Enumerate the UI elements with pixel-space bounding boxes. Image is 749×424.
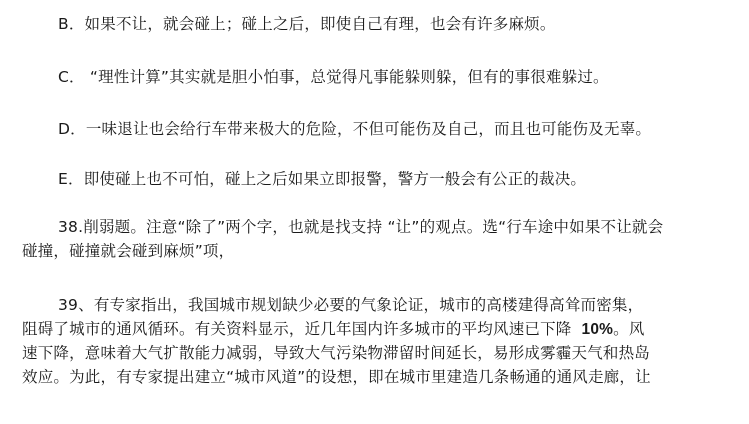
option-letter: E． [58, 170, 84, 188]
option-b [58, 13, 556, 35]
option-letter: B． [58, 15, 85, 33]
q39-line-2-tail: 。风 [613, 320, 645, 338]
q39-line-4: 效应。为此，有专家提出建立“城市风道”的设想，即在城市里建造几条畅通的通风走廊，让 [22, 368, 651, 386]
option-text: 一味退让也会给行车带来极大的危险，不但可能伤及自己，而且也可能伤及无辜。 [85, 120, 652, 138]
option-text: 如果不让，就会碰上；碰上之后，即使自己有理，也会有许多麻烦。 [84, 15, 556, 33]
option-letter: C． [58, 68, 85, 86]
option-letter: D． [58, 120, 86, 138]
option-d [58, 118, 651, 140]
percentage-value: 10% [581, 321, 614, 338]
q38-line-1: 38.削弱题。注意“除了”两个字，也就是找支持 “让”的观点。选“行车途中如果不让就会 [58, 218, 664, 236]
option-c [58, 66, 609, 88]
q39-line-1: 39、有专家指出，我国城市规划缺少必要的气象论证，城市的高楼建得高耸而密集， [58, 296, 644, 314]
q39-line-3: 速下降，意味着大气扩散能力减弱，导致大气污染物滞留时间延长，易形成雾霾天气和热岛 [22, 344, 651, 362]
q38-line-2: 碰撞，碰撞就会碰到麻烦”项， [22, 242, 235, 260]
option-e [58, 168, 586, 190]
option-text: “理性计算”其实就是胆小怕事，总觉得凡事能躲则躲，但有的事很难躲过。 [84, 68, 609, 86]
option-text: 即使碰上也不可怕，碰上之后如果立即报警，警方一般会有公正的裁决。 [83, 170, 587, 188]
q39-line-2 [22, 318, 645, 341]
q39-line-2-text: 阻碍了城市的通风循环。有关资料显示，近几年国内许多城市的平均风速已下降 [22, 320, 572, 338]
